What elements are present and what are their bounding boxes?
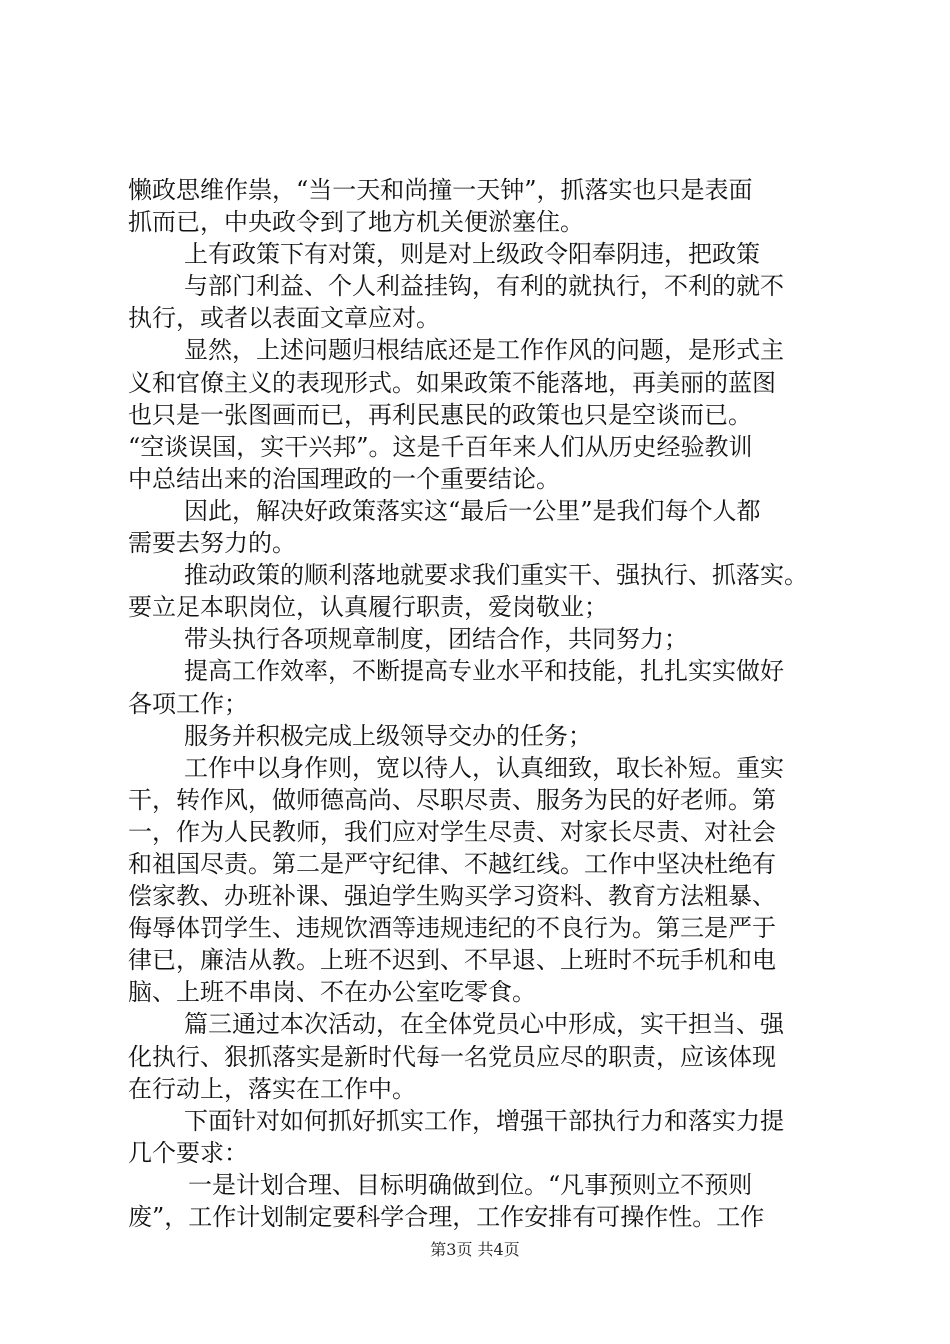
text-line: 工作中以身作则，宽以待人，认真细致，取长补短。重实 — [184, 753, 784, 782]
text-line: 提高工作效率，不断提高专业水平和技能，扎扎实实做好 — [184, 657, 784, 686]
text-line: 脑、上班不串岗、不在办公室吃零食。 — [128, 978, 536, 1007]
text-line: 几个要求： — [128, 1138, 248, 1167]
text-line: 执行，或者以表面文章应对。 — [128, 304, 440, 333]
text-line: 干，转作风，做师德高尚、尽职尽责、服务为民的好老师。第 — [128, 785, 776, 814]
text-line: 因此，解决好政策落实这“最后一公里”是我们每个人都 — [184, 496, 761, 525]
text-line: 与部门利益、个人利益挂钩，有利的就执行，不利的就不 — [184, 272, 784, 301]
text-line: 和祖国尽责。第二是严守纪律、不越红线。工作中坚决杜绝有 — [128, 849, 776, 878]
text-line: 上有政策下有对策，则是对上级政令阳奉阴违，把政策 — [184, 240, 760, 269]
page-number-footer: 第3页 共4页 — [430, 1240, 520, 1259]
text-line: 律已，廉洁从教。上班不迟到、不早退、上班时不玩手机和电 — [128, 946, 776, 975]
text-line: 各项工作； — [128, 689, 248, 718]
text-line: 显然，上述问题归根结底还是工作作风的问题，是形式主 — [184, 336, 784, 365]
text-line: 义和官僚主义的表现形式。如果政策不能落地，再美丽的蓝图 — [128, 368, 776, 397]
text-line: 废”，工作计划制定要科学合理，工作安排有可操作性。工作 — [128, 1203, 765, 1231]
text-line: 服务并积极完成上级领导交办的任务； — [184, 721, 592, 750]
text-line: 抓而已，中央政令到了地方机关便淤塞住。 — [128, 208, 584, 237]
text-line: 一是计划合理、目标明确做到位。“凡事预则立不预则 — [188, 1170, 753, 1199]
text-line: 一，作为人民教师，我们应对学生尽责、对家长尽责、对社会 — [128, 817, 776, 846]
text-line: 下面针对如何抓好抓实工作，增强干部执行力和落实力提 — [184, 1106, 784, 1135]
text-line: 需要去努力的。 — [128, 529, 296, 558]
document-body — [128, 174, 838, 1233]
text-line: 偿家教、办班补课、强迫学生购买学习资料、教育方法粗暴、 — [128, 882, 776, 911]
text-line: 要立足本职岗位，认真履行职责，爱岗敬业； — [128, 593, 608, 622]
text-line: 在行动上，落实在工作中。 — [128, 1074, 416, 1103]
text-line: 懒政思维作祟，“当一天和尚撞一天钟”，抓落实也只是表面 — [128, 176, 753, 204]
text-line: 带头执行各项规章制度，团结合作，共同努力； — [184, 625, 688, 654]
text-line: 化执行、狠抓落实是新时代每一名党员应尽的职责，应该体现 — [128, 1042, 776, 1071]
text-line: 中总结出来的治国理政的一个重要结论。 — [128, 464, 560, 493]
text-line: “空谈误国，实干兴邦”。这是千百年来人们从历史经验教训 — [128, 432, 753, 461]
text-line: 篇三通过本次活动，在全体党员心中形成，实干担当、强 — [184, 1010, 784, 1039]
text-line: 侮辱体罚学生、违规饮酒等违规违纪的不良行为。第三是严于 — [128, 914, 776, 943]
text-line: 推动政策的顺利落地就要求我们重实干、强执行、抓落实。 — [184, 561, 808, 590]
text-line: 也只是一张图画而已，再利民惠民的政策也只是空谈而已。 — [128, 400, 752, 429]
